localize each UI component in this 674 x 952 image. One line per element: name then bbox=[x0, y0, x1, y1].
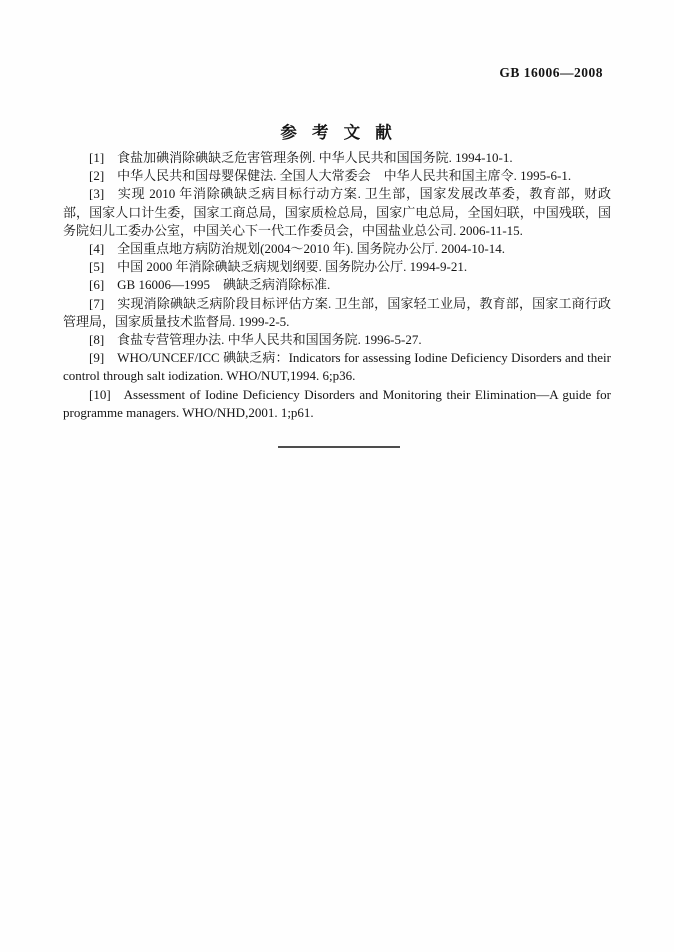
reference-label: [2] bbox=[89, 168, 105, 184]
reference-text: 实现 2010 年消除碘缺乏病目标行动方案. 卫生部，国家发展改革委，教育部，财政部，国家人口计生委，国家工商总局，国家质检总局，国家广电总局，全国妇联，中国残联，国务院妇儿工委办公室，中国关心下一代工作委员会，中国盐业总公司. 2006-11-15. bbox=[63, 186, 611, 238]
reference-text: 食盐加碘消除碘缺乏危害管理条例. 中华人民共和国国务院. 1994-10-1. bbox=[117, 150, 513, 165]
reference-label: [6] bbox=[89, 277, 105, 293]
reference-item bbox=[63, 349, 611, 385]
reference-text: 中华人民共和国母婴保健法. 全国人大常委会 中华人民共和国主席令. 1995-6-1. bbox=[117, 168, 572, 184]
reference-item bbox=[63, 258, 611, 276]
reference-text: WHO/UNCEF/ICC 碘缺乏病：Indicators for assessing Iodine Deficiency Disorders and their control through salt iodization. WHO/NUT,1994. 6;p36. bbox=[63, 350, 611, 384]
reference-item bbox=[63, 167, 611, 185]
reference-item bbox=[63, 276, 611, 294]
reference-item bbox=[63, 185, 611, 240]
reference-text: Assessment of Iodine Deficiency Disorders and Monitoring their Elimination—A guide for programme managers. WHO/NHD,2001. 1;p61. bbox=[63, 386, 611, 420]
reference-text: GB 16006—1995 碘缺乏病消除标准. bbox=[117, 277, 331, 293]
reference-item bbox=[63, 295, 611, 331]
reference-label: [8] bbox=[89, 332, 105, 348]
reference-text: 实现消除碘缺乏病阶段目标评估方案. 卫生部，国家轻工业局，教育部，国家工商行政管理局，国家质量技术监督局. 1999-2-5. bbox=[63, 295, 611, 329]
reference-label: [7] bbox=[89, 295, 105, 311]
reference-item bbox=[63, 240, 611, 258]
reference-label: [3] bbox=[89, 186, 105, 202]
reference-label: [4] bbox=[89, 241, 105, 257]
end-of-document-divider bbox=[278, 446, 400, 448]
references-list bbox=[63, 149, 611, 422]
reference-text: 全国重点地方病防治规划(2004～2010 年). 国务院办公厅. 2004-10-14. bbox=[117, 241, 505, 257]
reference-item bbox=[63, 331, 611, 349]
reference-item bbox=[63, 149, 611, 167]
reference-label: [5] bbox=[89, 259, 105, 275]
reference-text: 食盐专营管理办法. 中华人民共和国国务院. 1996-5-27. bbox=[117, 332, 422, 348]
reference-label: [1] bbox=[89, 150, 105, 165]
reference-item bbox=[63, 386, 611, 422]
standard-number: GB 16006—2008 bbox=[499, 65, 603, 80]
page-title: 参 考 文 献 bbox=[280, 123, 394, 142]
reference-label: [10] bbox=[89, 386, 111, 402]
reference-text: 中国 2000 年消除碘缺乏病规划纲要. 国务院办公厅. 1994-9-21. bbox=[117, 259, 468, 275]
reference-label: [9] bbox=[89, 350, 105, 366]
